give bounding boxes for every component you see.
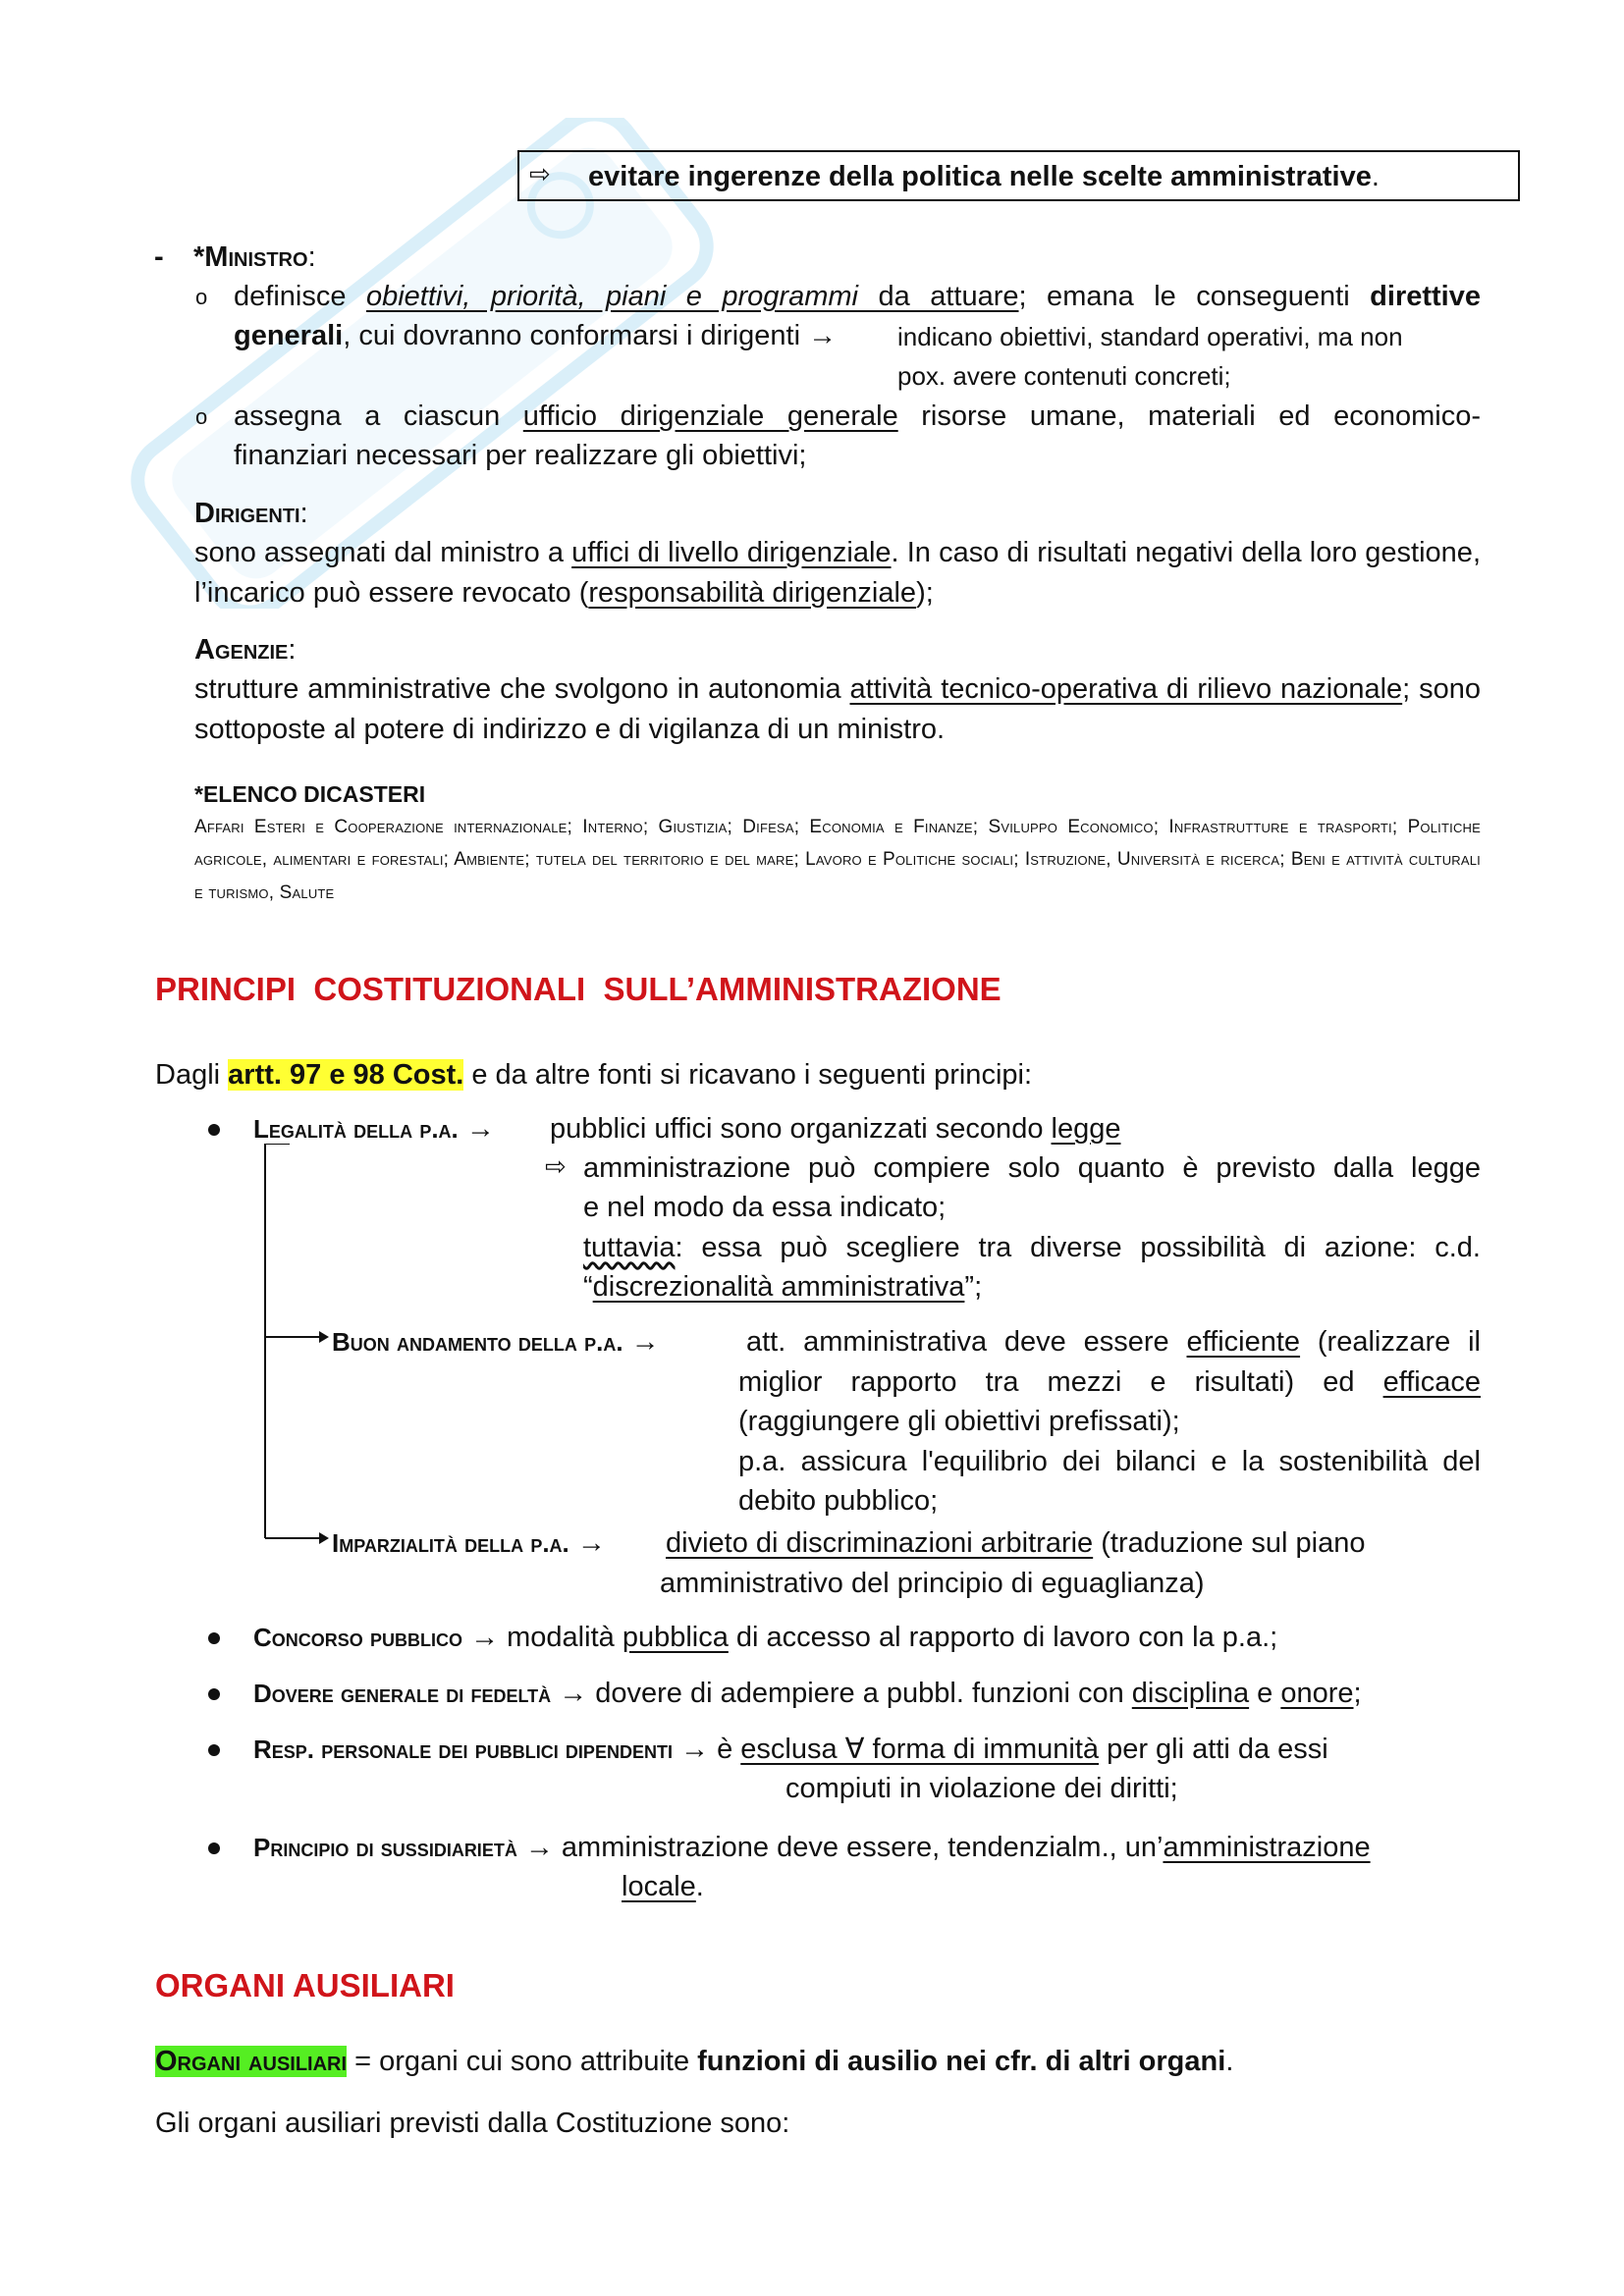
organi-ausiliari-highlight: Organi ausiliari [155, 2046, 348, 2077]
sussidiarieta-line1: Principio di sussidiarietà → amministrazione deve essere, tendenzialm., un’amministrazione [253, 1832, 1371, 1863]
arrow-outline-icon: ⇨ [529, 159, 551, 188]
agenzie-text: strutture amministrative che svolgono in autonomia attività tecnico-operativa di rilievo nazionale; sono sottoposte al potere di indirizzo e di vigilanza di un ministro. [194, 673, 1482, 745]
arrow-right-icon: → [808, 320, 838, 351]
dirigenti-title: Dirigenti [194, 498, 300, 529]
ministro-note-line2: pox. avere contenuti concreti; [897, 361, 1231, 391]
arrow-right-icon: → [470, 1622, 500, 1653]
elenco-title: *ELENCO DICASTERI [194, 781, 426, 807]
ministro-note-line1: indicano obiettivi, standard operativi, ma non [897, 322, 1403, 351]
buon-andamento-line2: miglior rapporto tra mezzi e risultati) ed efficace [738, 1366, 1481, 1398]
organi-ausiliari-closing: Gli organi ausiliari previsti dalla Costituzione sono: [155, 2108, 790, 2139]
section-heading-principi: PRINCIPI COSTITUZIONALI SULL’AMMINISTRAZIONE [155, 971, 1001, 1007]
arrow-right-icon: → [465, 1113, 495, 1145]
legalita-line1: pubblici uffici sono organizzati secondo legge [550, 1113, 1121, 1145]
buon-andamento-line3: (raggiungere gli obiettivi prefissati); [738, 1406, 1180, 1437]
dirigenti-text: sono assegnati dal ministro a uffici di livello dirigenziale. In caso di risultati negativi della loro gestione, l’incarico può essere revocato (responsabilità dirigenziale); [194, 537, 1481, 609]
top-box-period: . [1371, 161, 1380, 192]
dirigenti-colon: : [299, 498, 308, 529]
ministro-item1-line1: definisce obiettivi, priorità, piani e programmi da attuare; emana le conseguenti direttive [234, 281, 1481, 312]
imparzialita-line2: amministrativo del principio di eguaglianza) [660, 1568, 1205, 1599]
legalita-line4: tuttavia: essa può scegliere tra diverse possibilità di azione: c.d. [583, 1232, 1481, 1263]
legalita-line2: amministrazione può compiere solo quanto è previsto dalla legge [583, 1152, 1481, 1184]
buon-andamento-line5: debito pubblico; [738, 1485, 939, 1517]
buon-andamento-label: Buon andamento della p.a. → [332, 1326, 660, 1358]
top-box [517, 150, 1520, 201]
ministro-item1-line2: generali, cui dovranno conformarsi i dirigenti → [234, 320, 838, 351]
top-box-text: evitare ingerenze della politica nelle scelte amministrative [588, 161, 1372, 192]
ministro-colon: : [307, 241, 316, 273]
circle-bullet-icon: o [195, 285, 208, 309]
agenzie-title: Agenzie [194, 634, 289, 666]
legalita-line5: “discrezionalità amministrativa”; [583, 1271, 983, 1303]
organi-ausiliari-definition: Organi ausiliari = organi cui sono attribuite funzioni di ausilio nei cfr. di altri organi. [155, 2046, 1234, 2077]
bullet-dot [208, 1124, 220, 1136]
imparzialita-label: Imparzialità della p.a. → [332, 1527, 606, 1559]
sussidiarieta-line2: locale. [622, 1871, 704, 1902]
artt-highlight: artt. 97 e 98 Cost. [228, 1059, 464, 1091]
arrow-right-icon: → [576, 1527, 606, 1559]
tree-connector [250, 1144, 329, 1556]
arrow-right-icon: → [524, 1832, 554, 1863]
legalita-line3: e nel modo da essa indicato; [583, 1192, 947, 1223]
buon-andamento-line1: att. amministrativa deve essere efficiente (realizzare il [746, 1326, 1481, 1358]
ministro-item2-line2: finanziari necessari per realizzare gli obiettivi; [234, 440, 807, 471]
buon-andamento-line4: p.a. assicura l'equilibrio dei bilanci e la sostenibilità del [738, 1446, 1481, 1477]
circle-bullet-icon: o [195, 404, 208, 429]
arrow-right-icon: → [559, 1678, 588, 1709]
resp-line2: compiuti in violazione dei diritti; [785, 1773, 1178, 1804]
bullet-dot [208, 1632, 220, 1644]
imparzialita-line1: divieto di discriminazioni arbitrarie (traduzione sul piano [666, 1527, 1366, 1559]
ministro-dash: - [154, 241, 164, 273]
resp-line1: Resp. personale dei pubblici dipendenti → è esclusa ∀ forma di immunità per gli atti da essi [253, 1734, 1328, 1765]
ministro-title: *Ministro [193, 241, 308, 273]
section-heading-organi-ausiliari: ORGANI AUSILIARI [155, 1967, 455, 2003]
arrow-right-icon: → [680, 1734, 710, 1765]
elenco-text: Affari Esteri e Cooperazione internazionale; Interno; Giustizia; Difesa; Economia e Finanze; Sviluppo Economico; Infrastrutture e trasporti; Politiche agricole, alimentari e forestali; Ambiente; tutela del territorio e del mare; Lavoro e Politiche sociali; Istruzione, Università e ricerca; Beni e attività culturali e turismo, Salute [194, 817, 1481, 903]
agenzie-colon: : [288, 634, 297, 666]
legalita-label: Legalità della p.a. → [253, 1113, 495, 1145]
bullet-dot [208, 1842, 220, 1854]
arrow-right-icon: → [630, 1326, 660, 1358]
fedelta-line: Dovere generale di fedeltà → dovere di adempiere a pubbl. funzioni con disciplina e onore; [253, 1678, 1362, 1709]
arrow-outline-icon: ⇨ [545, 1151, 567, 1181]
concorso-line: Concorso pubblico → modalità pubblica di accesso al rapporto di lavoro con la p.a.; [253, 1622, 1278, 1653]
bullet-dot [208, 1688, 220, 1700]
ministro-item2-line1: assegna a ciascun ufficio dirigenziale generale risorse umane, materiali ed economico- [234, 400, 1481, 432]
principi-intro: Dagli artt. 97 e 98 Cost. e da altre fonti si ricavano i seguenti principi: [155, 1059, 1033, 1091]
bullet-dot [208, 1744, 220, 1756]
